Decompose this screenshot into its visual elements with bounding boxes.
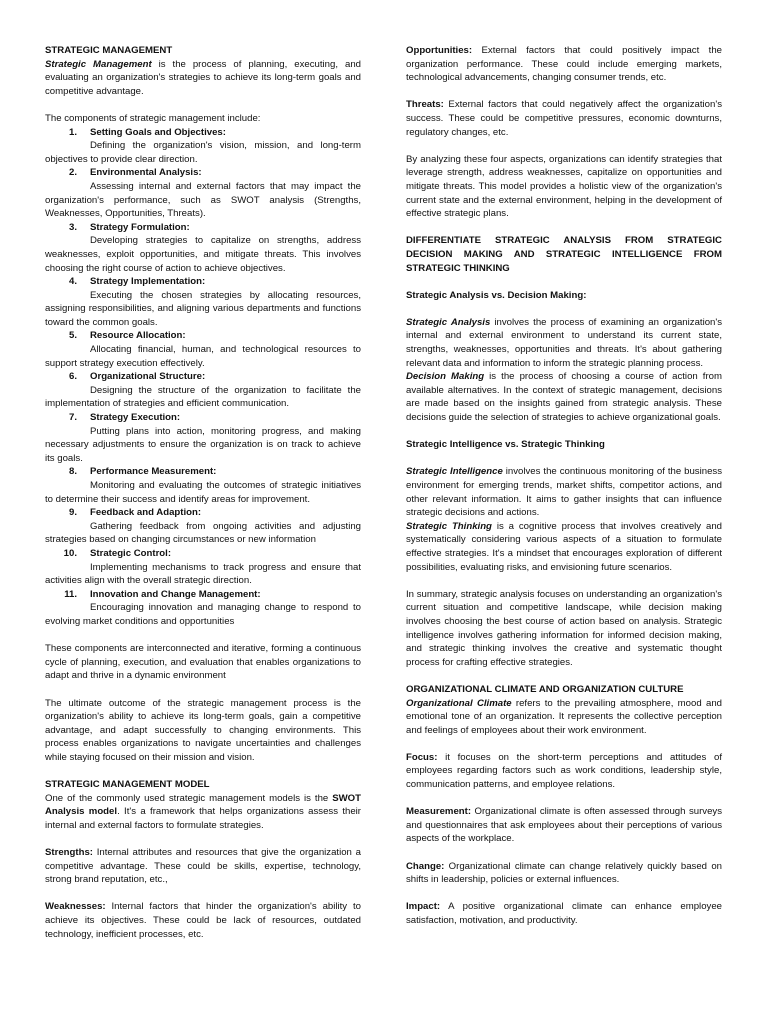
item-description: Gathering feedback from ongoing activities and adjusting strategies based on changing circumstances or new information bbox=[45, 520, 361, 546]
opportunities-paragraph: Opportunities: External factors that could positively impact the organization performance. These could include emerging markets, technological advancements, changing consumer trends, etc. bbox=[406, 45, 722, 84]
item-description: Putting plans into action, monitoring progress, and making necessary adjustments to ensure the organization is on track to achieve its goals. bbox=[45, 425, 361, 464]
item-title: 7. Strategy Execution: bbox=[45, 411, 361, 425]
strategic-management-definition bbox=[45, 58, 361, 99]
item-title: 10. Strategic Control: bbox=[45, 547, 361, 561]
left-column bbox=[45, 44, 361, 941]
change-paragraph: Change: Organizational climate can change relatively quickly based on shifts in leadership, policies or external influences. bbox=[406, 860, 722, 886]
differentiate-heading: DIFFERENTIATE STRATEGIC ANALYSIS FROM STRATEGIC DECISION MAKING AND STRATEGIC INTELLIGENCE FROM STRATEGIC THINKING bbox=[406, 235, 722, 274]
term-strategic-thinking: Strategic Thinking bbox=[406, 520, 492, 532]
measurement-paragraph: Measurement: Organizational climate is often assessed through surveys and questionnaires that ask employees about their perceptions of various aspects of the workplace. bbox=[406, 806, 722, 845]
item-description: Developing strategies to capitalize on strengths, address weaknesses, exploit opportunities, and mitigate threats. This involves choosing the right course of action to achieve objectives. bbox=[45, 235, 361, 274]
item-title: 6. Organizational Structure: bbox=[45, 370, 361, 384]
list-item bbox=[45, 370, 361, 411]
item-number: 9. bbox=[68, 507, 77, 519]
components-lead: The components of strategic management include: bbox=[45, 112, 261, 124]
item-title: 9. Feedback and Adaption: bbox=[45, 506, 361, 520]
item-title: 1. Setting Goals and Objectives: bbox=[45, 126, 361, 140]
item-number: 5. bbox=[68, 330, 77, 342]
item-title: 11. Innovation and Change Management: bbox=[45, 588, 361, 602]
measurement-label: Measurement: bbox=[406, 806, 472, 818]
list-item bbox=[45, 506, 361, 547]
item-number: 8. bbox=[68, 466, 77, 478]
item-description: Monitoring and evaluating the outcomes of strategic initiatives to determine their success and identify areas for improvement. bbox=[45, 480, 361, 505]
model-heading: STRATEGIC MANAGEMENT MODEL bbox=[45, 779, 210, 791]
model-paragraph: One of the commonly used strategic management models is the SWOT Analysis model. It's a framework that helps organizations assess their internal and external factors to formulate strategies. bbox=[45, 792, 361, 831]
item-title: 5. Resource Allocation: bbox=[45, 329, 361, 343]
item-number: 7. bbox=[68, 412, 77, 424]
change-label: Change: bbox=[406, 860, 445, 872]
list-item bbox=[45, 588, 361, 629]
item-title: 4. Strategy Implementation: bbox=[45, 275, 361, 289]
organizational-climate-paragraph: Organizational Climate refers to the prevailing atmosphere, mood and emotional tone of an organization. It represents the collective perception and feelings of employees about their work environment. bbox=[406, 697, 722, 736]
definition-text: is the process of planning, executing, and evaluating an organization's strategies to achieve its long-term goals and competitive advantage. bbox=[45, 58, 361, 97]
item-description: Assessing internal and external factors that may impact the organization's performance, such as SWOT analysis (Strengths, Weaknesses, Opportunities, Threats). bbox=[45, 180, 361, 220]
item-number: 1. bbox=[68, 126, 77, 138]
list-item bbox=[45, 465, 361, 506]
list-item bbox=[45, 126, 361, 167]
term-strategic-management: Strategic Management bbox=[45, 58, 152, 70]
climate-culture-heading: ORGANIZATIONAL CLIMATE AND ORGANIZATION CULTURE bbox=[406, 683, 684, 695]
list-item bbox=[45, 329, 361, 370]
strengths-label: Strengths: bbox=[45, 847, 93, 859]
item-number: 3. bbox=[68, 221, 77, 233]
item-description: Defining the organization's vision, mission, and long-term objectives to provide clear direction. bbox=[45, 140, 361, 165]
item-title: 2. Environmental Analysis: bbox=[45, 166, 361, 180]
item-number: 6. bbox=[68, 371, 77, 383]
item-number: 4. bbox=[68, 276, 77, 288]
threats-label: Threats: bbox=[406, 99, 444, 111]
analysis-vs-decision-heading: Strategic Analysis vs. Decision Making: bbox=[406, 289, 587, 301]
strengths-paragraph: Strengths: Internal attributes and resources that give the organization a competitive advantage. These could be skills, expertise, technology, strong brand reputation, etc., bbox=[45, 847, 361, 886]
term-strategic-analysis: Strategic Analysis bbox=[406, 316, 491, 328]
item-description: Designing the structure of the organization to facilitate the implementation of strategies and efficient communication. bbox=[45, 384, 361, 410]
term-swot: SWOT Analysis model bbox=[45, 792, 361, 818]
item-description: Executing the chosen strategies by allocating resources, assigning responsibilities, and aligning various departments and functions toward the common goals. bbox=[45, 289, 361, 328]
list-item bbox=[45, 547, 361, 588]
outcome-paragraph: The ultimate outcome of the strategic management process is the organization's ability to achieve its long-term goals, gain a competitive advantage, and adapt successfully to changing environments. This process enables organizations to navigate uncertainties and challenges while staying focused on their mission and vision. bbox=[45, 697, 361, 763]
list-item bbox=[45, 166, 361, 220]
opportunities-label: Opportunities: bbox=[406, 45, 473, 56]
list-item bbox=[45, 411, 361, 465]
item-description: Implementing mechanisms to track progress and ensure that activities align with the overall strategic direction. bbox=[45, 561, 361, 587]
term-strategic-intelligence: Strategic Intelligence bbox=[406, 466, 503, 478]
term-organizational-climate: Organizational Climate bbox=[406, 697, 512, 709]
components-list bbox=[45, 126, 361, 629]
swot-summary: By analyzing these four aspects, organizations can identify strategies that leverage strength, address weaknesses, capitalize on opportunities and mitigate threats. This model provides a holistic view of the organization's current state and the external environment, helping in the development of effective strategic plans. bbox=[406, 153, 722, 220]
item-number: 11. bbox=[64, 588, 77, 600]
item-title: 8. Performance Measurement: bbox=[45, 465, 361, 479]
list-item bbox=[45, 275, 361, 329]
item-title: 3. Strategy Formulation: bbox=[45, 221, 361, 235]
impact-label: Impact: bbox=[406, 901, 441, 913]
weaknesses-label: Weaknesses: bbox=[45, 901, 106, 913]
strategic-management-heading: STRATEGIC MANAGEMENT bbox=[45, 45, 173, 56]
strategic-intelligence-paragraph: Strategic Intelligence involves the continuous monitoring of the business environment for emerging trends, market shifts, competitor actions, and other relevant information. It aims to gather insights that can influence strategic decisions and actions. bbox=[406, 466, 722, 519]
weaknesses-paragraph: Weaknesses: Internal factors that hinder the organization's ability to achieve its objectives. These could be lack of resources, outdated technology, inefficient processes, etc. bbox=[45, 901, 361, 940]
list-item bbox=[45, 221, 361, 275]
decision-making-paragraph: Decision Making is the process of choosing a course of action from available alternatives. In the context of strategic management, decisions are made based on the insights gained from strategic analysis. These decisions guide the selection of strategies to achieve organizational goals. bbox=[406, 371, 722, 424]
focus-paragraph: Focus: it focuses on the short-term perceptions and attitudes of employees regarding factors such as work conditions, leadership style, communication patterns, and employee relations. bbox=[406, 751, 722, 791]
threats-paragraph: Threats: External factors that could negatively affect the organization's success. These could be competitive pressures, economic downturns, regulatory changes, etc. bbox=[406, 99, 722, 138]
term-decision-making: Decision Making bbox=[406, 371, 485, 383]
intelligence-vs-thinking-heading: Strategic Intelligence vs. Strategic Thinking bbox=[406, 439, 605, 451]
right-column bbox=[406, 44, 722, 928]
item-number: 2. bbox=[68, 167, 77, 179]
focus-label: Focus: bbox=[406, 751, 438, 763]
impact-paragraph: Impact: A positive organizational climate can enhance employee satisfaction, motivation, and productivity. bbox=[406, 901, 722, 926]
item-description: Encouraging innovation and managing change to respond to evolving market conditions and opportunities bbox=[45, 602, 361, 627]
strategic-analysis-paragraph: Strategic Analysis involves the process of examining an organization's internal and external environment to understand its current state, strengths, weaknesses, opportunities and threats. It's about gathering relevant data and information to inform the strategic planning process. bbox=[406, 316, 722, 369]
item-number: 10. bbox=[63, 547, 77, 559]
item-description: Allocating financial, human, and technological resources to support strategy execution effectively. bbox=[45, 344, 361, 369]
strategic-thinking-paragraph: Strategic Thinking is a cognitive process that involves creatively and systematically considering various aspects of a situation to formulate effective strategies. It's a mindset that encourages exploration of different possibilities, evaluating risks, and envisioning future scenarios. bbox=[406, 520, 722, 573]
components-summary: These components are interconnected and iterative, forming a continuous cycle of planning, execution, and evaluation that enables organizations to adapt and thrive in a dynamic environment bbox=[45, 643, 361, 682]
summary-paragraph: In summary, strategic analysis focuses on understanding an organization's current situation and competitive landscape, while decision making involves choosing the best course of action based on analysis. Strategic intelligence involves gathering information for informed decision making, and strategic thinking involves the creative and systematic thought process for crafting effective strategies. bbox=[406, 588, 722, 668]
